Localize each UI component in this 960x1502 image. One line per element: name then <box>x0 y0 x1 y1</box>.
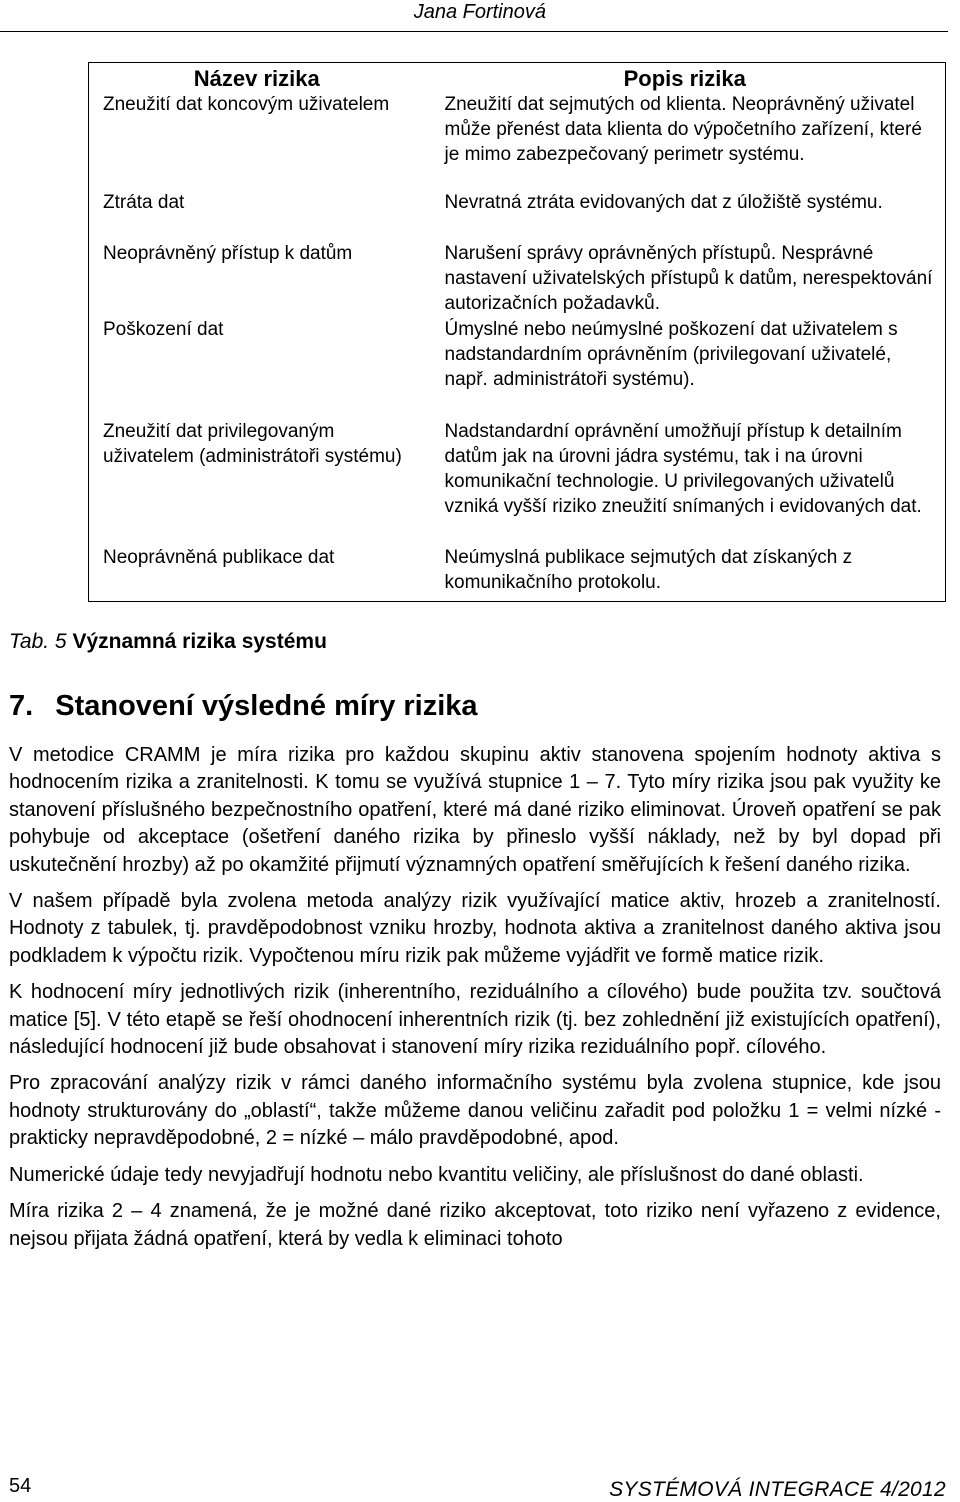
running-header-author: Jana Fortinová <box>413 1 546 23</box>
paragraph: Míra rizika 2 – 4 znamená, že je možné dané riziko akceptovat, toto riziko není vyřazeno z evidence, nejsou přijata žádná opatření, která by vedla k eliminaci tohoto <box>9 1200 941 1250</box>
table-row <box>89 545 946 601</box>
body-text <box>9 742 941 1262</box>
risk-description: Zneužití dat sejmutých od klienta. Neoprávněný uživatel může přenést data klienta do výpočetního zařízení, které je mimo zabezpečovaný perimetr systému. <box>444 94 922 165</box>
paragraph: K hodnocení míry jednotlivých rizik (inherentního, reziduálního a cílového) bude použita tzv. součtová matice [5]. V této etapě se řeší ohodnocení inherentních rizik (tj. bez zohlednění již existujících opatření), následující hodnocení již bude obsahovat i stanovení míry rizika reziduálního popř. cílového. <box>9 981 941 1059</box>
risk-description: Úmyslné nebo neúmyslné poškození dat uživatelem s nadstandardním oprávněním (privilegovaní uživatelé, např. administrátoři systému). <box>444 319 898 390</box>
risk-name: Zneužití dat koncovým uživatelem <box>103 94 390 115</box>
table-row <box>89 92 946 190</box>
paragraph: Pro zpracování analýzy rizik v rámci daného informačního systému byla zvolena stupnice, kde jsou hodnoty strukturovány do „oblastí“, takže můžeme danou veličinu zařadit pod položku 1 = velmi nízké - prakticky nepravděpodobné, 2 = nízké – málo pravděpodobné, apod. <box>9 1072 941 1150</box>
paragraph: Numerické údaje tedy nevyjadřují hodnotu nebo kvantitu veličiny, ale příslušnost do dané oblasti. <box>9 1163 864 1186</box>
paragraph: V našem případě byla zvolena metoda analýzy rizik využívající matice aktiv, hrozeb a zranitelností. Hodnoty z tabulek, tj. pravděpodobnost vzniku hrozby, hodnota aktiva a zranitelnost daného aktiva jsou podkladem k výpočtu rizik. Vypočtenou míru rizik pak můžeme vyjádřit ve formě matice rizik. <box>9 890 941 967</box>
risk-name: Neoprávněná publikace dat <box>103 547 335 568</box>
table-header-row <box>89 63 946 93</box>
section-title: Stanovení výsledné míry rizika <box>55 690 478 722</box>
table-row <box>89 190 946 241</box>
table-caption-text: Významná rizika systému <box>72 630 327 653</box>
risk-description: Nevratná ztráta evidovaných dat z úložiště systému. <box>444 192 883 213</box>
risk-name: Poškození dat <box>103 319 224 340</box>
section-heading <box>9 688 478 724</box>
risk-name: Neoprávněný přístup k datům <box>103 243 353 264</box>
risk-name: Zneužití dat privilegovaným uživatelem (administrátoři systému) <box>103 421 402 467</box>
table-caption-label: Tab. 5 <box>9 630 67 653</box>
paragraph: V metodice CRAMM je míra rizika pro každou skupinu aktiv stanovena spojením hodnoty aktiva s hodnocením rizika a zranitelnosti. K tomu se využívá stupnice 1 – 7. Tyto míry rizika jsou pak využity ke stanovení příslušného bezpečnostního opatření, které má dané riziko eliminovat. Úroveň opatření se pak pohybuje od akceptace (ošetření daného rizika by přineslo vyšší náklady, než by byl dopad při uskutečnění hrozby) až po okamžité přijmutí významných opatření směřujících k řešení daného rizika. <box>9 744 941 876</box>
column-header-risk-name: Název rizika <box>193 66 320 91</box>
table-row <box>89 317 946 419</box>
page-number: 54 <box>9 1475 32 1497</box>
column-header-risk-description: Popis rizika <box>623 66 746 91</box>
section-number: 7. <box>9 690 34 722</box>
risk-table <box>88 62 946 602</box>
risk-description: Neúmyslná publikace sejmutých dat získaných z komunikačního protokolu. <box>444 547 853 593</box>
risk-description: Nadstandardní oprávnění umožňují přístup k detailním datům jak na úrovni jádra systému, tak i na úrovni komunikační technologie. U privilegovaných uživatelů vzniká vyšší riziko zneužití snímaných i evidovaných dat. <box>444 421 922 517</box>
header-rule <box>0 31 948 32</box>
risk-name: Ztráta dat <box>103 192 185 213</box>
risk-description: Narušení správy oprávněných přístupů. Nesprávné nastavení uživatelských přístupů k datům, nerespektování autorizačních požadavků. <box>444 243 933 314</box>
table-row <box>89 241 946 317</box>
journal-name: SYSTÉMOVÁ INTEGRACE 4/2012 <box>609 1478 946 1501</box>
table-caption <box>9 629 327 655</box>
table-row <box>89 419 946 545</box>
